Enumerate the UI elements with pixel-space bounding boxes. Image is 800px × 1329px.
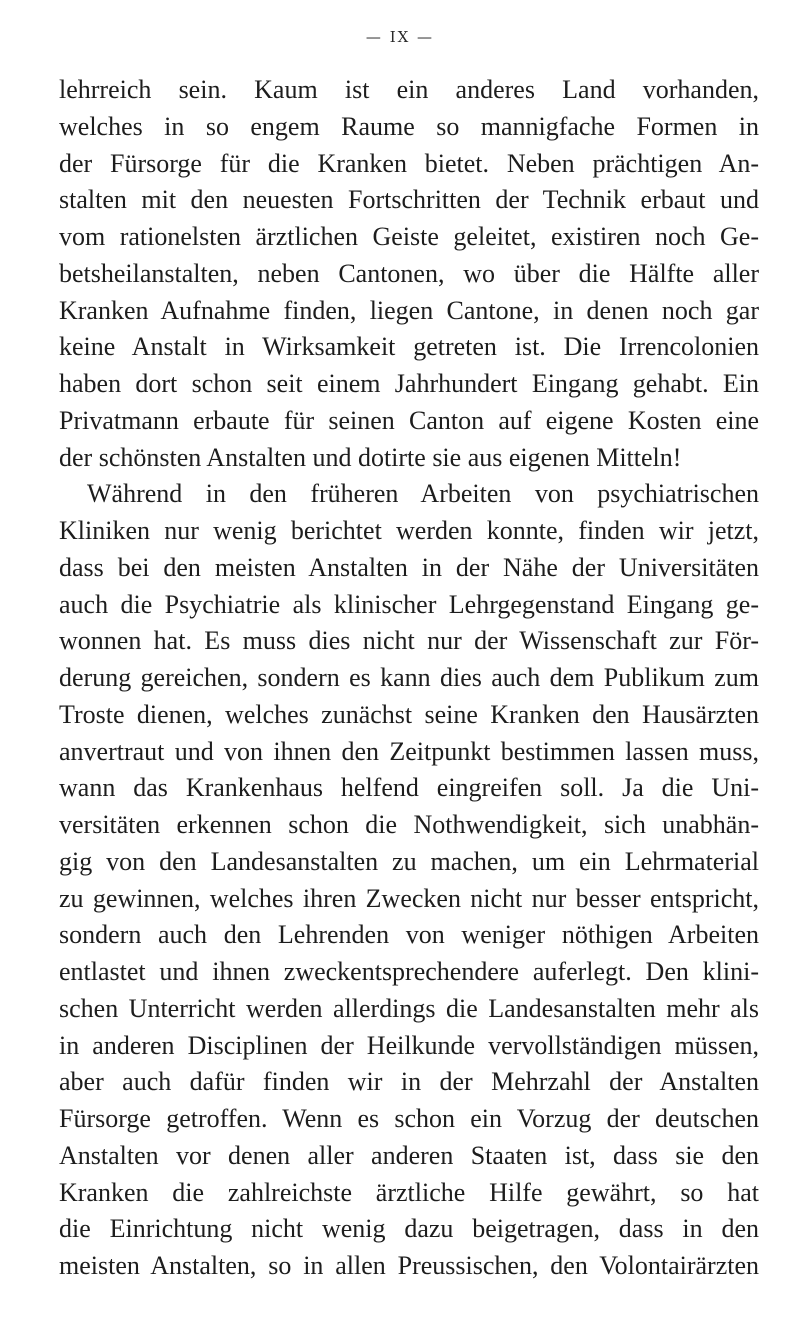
page-number: — IX — <box>365 28 435 46</box>
text-line: der schönsten Anstalten und dotirte sie aus eigenen Mitteln! <box>59 442 682 472</box>
text-line: stalten mit den neuesten Fortschritten der Technik erbaut und <box>59 185 759 215</box>
text-line: lehrreich sein. Kaum ist ein anderes Land vorhanden, <box>59 75 759 104</box>
text-line: Kranken Aufnahme finden, liegen Cantone, in denen noch gar <box>59 295 759 325</box>
text-line: schen Unterricht werden allerdings die Landesanstalten mehr als <box>59 993 759 1023</box>
text-line: sondern auch den Lehrenden von weniger nöthigen Arbeiten <box>59 920 759 950</box>
paragraph-start-line: Während in den früheren Arbeiten von psychiatrischen <box>87 479 759 509</box>
text-line: die Einrichtung nicht wenig dazu beigetragen, dass in den <box>59 1214 759 1244</box>
text-line: vom rationelsten ärztlichen Geiste geleitet, existiren noch Ge- <box>59 222 759 251</box>
text-line: der Fürsorge für die Kranken bietet. Neben prächtigen An- <box>59 148 759 178</box>
text-line: keine Anstalt in Wirksamkeit getreten ist. Die Irrencolonien <box>59 332 759 362</box>
text-line: gig von den Landesanstalten zu machen, um ein Lehrmaterial <box>59 846 759 876</box>
text-line: Anstalten vor denen aller anderen Staaten ist, dass sie den <box>59 1140 759 1170</box>
text-line: wann das Krankenhaus helfend eingreifen soll. Ja die Uni- <box>59 773 759 803</box>
text-line: versitäten erkennen schon die Nothwendigkeit, sich unabhän- <box>59 810 759 839</box>
text-line: zu gewinnen, welches ihren Zwecken nicht nur besser entspricht, <box>59 883 759 913</box>
text-line: aber auch dafür finden wir in der Mehrzahl der Anstalten <box>59 1067 759 1097</box>
text-line: Privatmann erbaute für seinen Canton auf eigene Kosten eine <box>59 405 759 435</box>
text-line: betsheilanstalten, neben Cantonen, wo über die Hälfte aller <box>59 258 759 288</box>
text-line: auch die Psychiatrie als klinischer Lehrgegenstand Eingang ge- <box>59 589 759 619</box>
text-line: Troste dienen, welches zunächst seine Kranken den Hausärzten <box>59 699 759 729</box>
text-line: meisten Anstalten, so in allen Preussischen, den Volontairärzten <box>59 1251 759 1280</box>
text-line: derung gereichen, sondern es kann dies auch dem Publikum zum <box>59 663 759 692</box>
text-line: in anderen Disciplinen der Heilkunde vervollständigen müssen, <box>59 1030 759 1060</box>
text-line: Kliniken nur wenig berichtet werden konnte, finden wir jetzt, <box>59 516 759 545</box>
text-line: anvertraut und von ihnen den Zeitpunkt bestimmen lassen muss, <box>59 736 759 766</box>
text-line: wonnen hat. Es muss dies nicht nur der Wissenschaft zur För- <box>59 626 759 656</box>
text-line: entlastet und ihnen zweckentsprechendere auferlegt. Den klini- <box>59 957 759 986</box>
text-line: Kranken die zahlreichste ärztliche Hilfe gewährt, so hat <box>59 1177 759 1207</box>
text-line: welches in so engem Raume so mannigfache Formen in <box>59 111 759 141</box>
body-text <box>59 72 759 1285</box>
text-line: Fürsorge getroffen. Wenn es schon ein Vorzug der deutschen <box>59 1104 759 1133</box>
text-line: haben dort schon seit einem Jahrhundert Eingang gehabt. Ein <box>59 369 759 398</box>
text-line: dass bei den meisten Anstalten in der Nähe der Universitäten <box>59 552 759 582</box>
